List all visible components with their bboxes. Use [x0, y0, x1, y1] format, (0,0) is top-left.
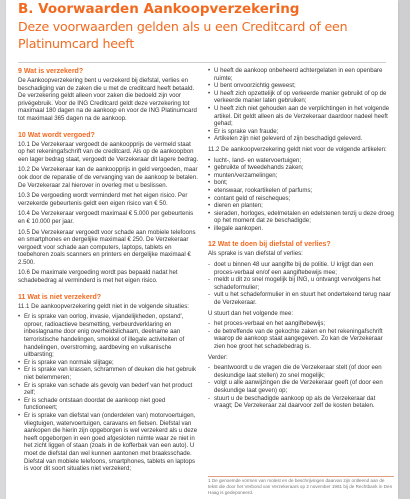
- list-item: • Er is sprake van krassen, schrammen of deuken die het gebruik niet belemmeren;: [18, 366, 199, 381]
- list-item: • illegale aankopen.: [208, 225, 394, 233]
- section-10-6: 10.6 De maximale vergoeding wordt pas bepaald nadat het schadebedrag al verminderd is met het eigen risico.: [18, 269, 178, 285]
- left-column: [18, 67, 199, 476]
- list-item: • Artikelen zijn niet geleverd of zijn beschadigd geleverd.: [208, 135, 394, 143]
- section-10-4: 10.4 De Verzekeraar vergoedt maximaal € 5.000 per gebeurtenis en € 10.000 per jaar.: [18, 210, 194, 225]
- page-subtitle: Deze voorwaarden gelden als u een Creditcard of een Platinumcard heeft: [18, 19, 348, 51]
- list-item: • dieren en planten;: [208, 202, 394, 210]
- section-11-2-intro: 11.2 De aankoopverzekering geldt niet voor de volgende artikelen:: [208, 145, 387, 153]
- list-item: • Er is sprake van normale slijtage;: [18, 359, 199, 367]
- section-11-list: [18, 313, 199, 472]
- list-item: - vult u het schadeformulier in en stuurt het ondertekend terug naar de Verzekeraar.: [208, 291, 394, 306]
- list-item: • contant geld of reischeques;: [208, 195, 394, 203]
- list-item: • U heeft zich opzettelijk of op verkeerde manier gebruikt of op de verkeerde manier laten gebruiken;: [208, 90, 394, 105]
- page-edge: [400, 0, 410, 499]
- section-9-title: 9 Wat is verzekerd?: [18, 68, 84, 75]
- header: [6, 0, 398, 52]
- section-10-2: 10.2 De Verzekeraar kan de aankoopprijs in geld vergoeden, maar ook door de reparatie of de vervanging van de aankoop te betalen. De Verzekeraar zal hierover in overleg met u beslissen.: [18, 166, 198, 189]
- list-item: • sieraden, horloges, edelmetalen en edelstenen tenzij u deze droeg op het moment dat ze beschadigde;: [208, 210, 394, 225]
- list-item: • lucht-, land- en watervoertuigen;: [208, 157, 394, 165]
- section-11-intro: 11.1 De aankoopverzekering geldt niet in de volgende situaties:: [18, 302, 189, 310]
- list-item: • U heeft de aankoop onbeheerd achtergelaten in een openbare ruimte;: [208, 67, 394, 82]
- divider: [18, 62, 386, 63]
- footnote: 1 De genoemde vormen van molest en de beschrijvingen daarvan zijn ontleend aan de tekst die door het Verbond van Verzekeraars op 2 november 1981 bij de Rechtbank in Den Haag is gedeponeerd.: [208, 478, 393, 495]
- right-column: [208, 67, 394, 413]
- list-item: • U heeft zich niet gehouden aan de verplichtingen in het volgende artikel. Dit geldt alleen als de Verzekeraar daardoor nadeel heeft gehad;: [208, 105, 394, 128]
- list-item: • Er is sprake van diefstal van (onderdelen van) motorvoertuigen, vliegtuigen, watervoertuigen, caravans en fietsen. Diefstal van aankopen die hierin zijn opgeborgen is wel verzekerd als u deze heeft opgeborgen in een goed afgesloten ruimte waar ze niet in het zicht liggen of staan (zoals in de kofferbak van een auto). U moet de diefstal dan wel kunnen aantonen met braaksschade. Diefstal van mobiele telefoons, smartphones, tablets en laptops is voor dit soort situaties niet verzekerd;: [18, 412, 199, 473]
- section-12-intro: Als sprake is van diefstal of verlies:: [208, 250, 303, 258]
- section-10-title: 10 Wat wordt vergoed?: [18, 131, 95, 139]
- list-item: - stuurt u de beschadigde aankoop op als de Verzekeraar dat vraagt; De Verzekeraar zal daarvoor zelf de kosten betalen.: [208, 395, 394, 410]
- list-item: • bont;: [208, 179, 394, 187]
- list-item: - het proces-verbaal en het aangiftebewijs;: [208, 320, 394, 328]
- section-10-1: 10.1 De Verzekeraar vergoedt de aankoopprijs de vermeld staat op het rekeningafschrift van de creditcard. Als op de aankoopbon een lager bedrag staat, vergoedt de Verzekeraar dit lagere bedrag.: [18, 140, 199, 163]
- list-item: • U bent onvoorzichtig geweest;: [208, 82, 394, 90]
- page-title: B. Voorwaarden Aankoopverzekering: [18, 1, 300, 17]
- list-item: • Er is sprake van oorlog, invasie, vijandelijkheden, opstand', oproer, radioactieve besmetting, verbeurdverklaring en inbeslagname door enig overheidslichaam, deelname aan terroristische handelingen, smokkel of illegale activiteiten of handelingen, overstroming, aardbeving en vulkanische uitbarsting;: [18, 313, 199, 359]
- section-12-send-intro: U stuurt dan het volgende mee:: [208, 309, 294, 317]
- section-12-send-list: [208, 320, 394, 350]
- list-item: - beantwoordt u de vragen die de Verzekeraar stelt (of door een deskundige laat stellen) zo snel mogelijk;: [208, 364, 394, 379]
- section-10-3: 10.3 De vergoeding wordt verminderd met het eigen risico. Per verzekerde gebeurtenis geldt een eigen risico van € 50.: [18, 192, 188, 207]
- list-item: • Er is sprake van schade als gevolg van bederf van het product zelf;: [18, 382, 199, 397]
- list-item: - doet u binnen 48 uur aangifte bij de politie. U krijgt dan een proces-verbaal en/of een aangiftebewijs mee;: [208, 261, 394, 276]
- section-10-5: 10.5 De Verzekeraar vergoedt voor schade aan mobiele telefoons en smartphones en dergelijke maximaal € 250. De Verzekeraar vergoedt voor schade aan computers, laptops, tablets en toebehoren zoals scanners en printers en dergelijke maximaal € 2.500.: [18, 228, 196, 266]
- list-item: - volgt u alle aanwijzingen die de Verzekeraar geeft (of door een deskundige laat geven) op;: [208, 379, 394, 394]
- list-item: • etenswaar, rookartikelen of parfums;: [208, 187, 394, 195]
- document-page: [6, 0, 398, 499]
- section-11-title: 11 Wat is niet verzekerd?: [18, 293, 101, 301]
- section-12-further-list: [208, 364, 394, 410]
- section-11-2-list: [208, 157, 394, 233]
- list-item: • gebruikte of tweedehands zaken;: [208, 164, 394, 172]
- section-12-list: [208, 261, 394, 307]
- list-item: • Er is schade ontstaan doordat de aankoop niet goed functioneert;: [18, 397, 199, 412]
- section-11-list-continued: [208, 67, 394, 143]
- list-item: - de betreffende van de gekochte zaken en het rekeningafschrift waarop de aankoop staat aangegeven. Zo kan de Verzekeraar zien hoe groot het schadebedrag is.: [208, 328, 394, 351]
- list-item: • munten/verzamelingen;: [208, 172, 394, 180]
- section-9-body: De Aankoopverzekering bent u verzekerd bij diefstal, verlies en beschadiging van de zaken die u met de creditcard heeft betaald. De verzekering geldt alleen voor zaken die bedoeld zijn voor privégebruik. Voor de ING Creditcard geldt deze verzekering tot maximaal 180 dagen na de aankoop en voor de ING Platinumcard tot maximaal 365 dagen na de aankoop.: [18, 77, 197, 122]
- list-item: - meldt u dit zo snel mogelijk bij ING, u ontvangt vervolgens het schadeformulier;: [208, 276, 394, 291]
- section-12-title: 12 Wat te doen bij diefstal of verlies?: [208, 241, 331, 249]
- section-12-further-intro: Verder:: [208, 353, 228, 361]
- list-item: • Er is sprake van fraude;: [208, 128, 394, 136]
